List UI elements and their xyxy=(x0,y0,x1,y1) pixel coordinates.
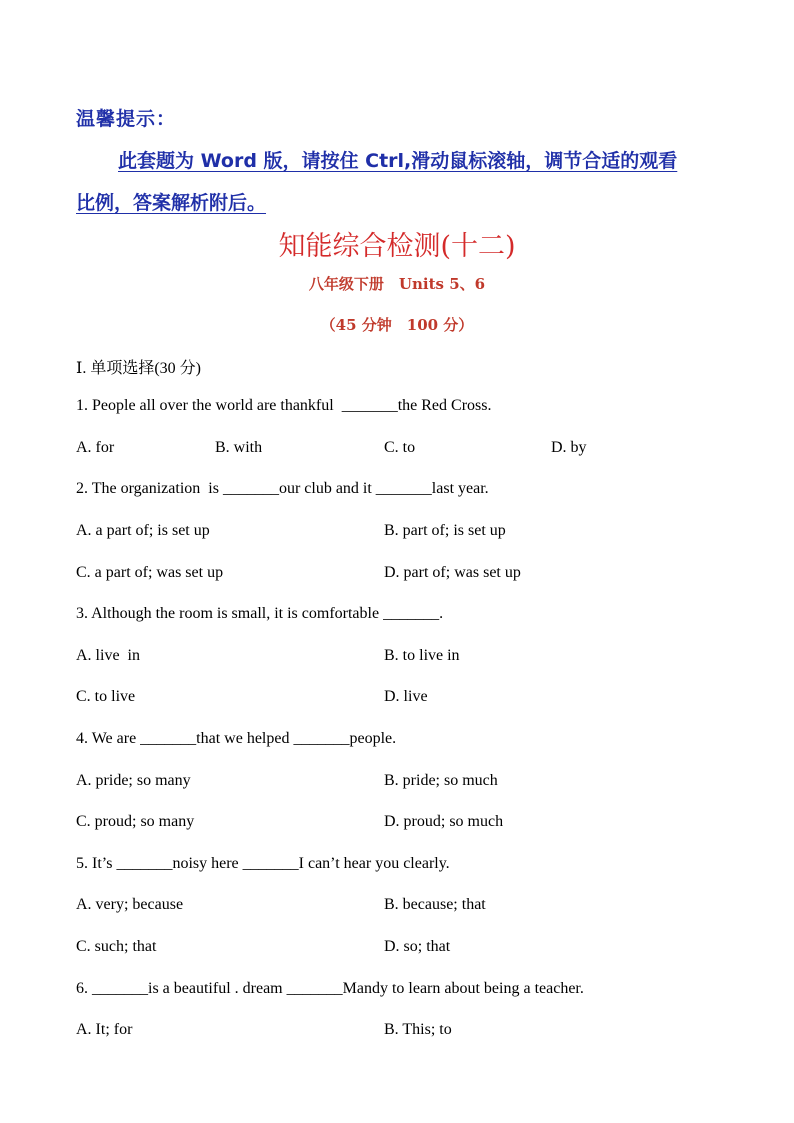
question-1-option-a: A. for xyxy=(76,439,115,456)
question-1-option-b: B. with xyxy=(215,439,263,456)
question-3-option-a: A. live in xyxy=(76,647,140,664)
question-1-stem: 1. People all over the world are thankful _______the Red Cross. xyxy=(76,397,492,414)
question-2-option-a: A. a part of; is set up xyxy=(76,522,210,539)
tip-text-line-1: 此套题为 Word 版，请按住 Ctrl,滑动鼠标滚轴，调节合适的观看 xyxy=(118,150,678,172)
section-heading: Ⅰ. 单项选择(30 分) xyxy=(76,360,201,377)
question-1-option-d: D. by xyxy=(551,439,587,456)
question-5-option-c: C. such; that xyxy=(76,938,157,955)
question-4-option-d: D. proud; so much xyxy=(384,813,504,830)
question-6-option-b: B. This; to xyxy=(384,1021,452,1038)
question-5-option-d: D. so; that xyxy=(384,938,451,955)
question-3-option-c: C. to live xyxy=(76,688,136,705)
question-4-option-b: B. pride; so much xyxy=(384,772,498,789)
grade-units-subtitle: 八年级下册 Units 5、6 xyxy=(308,275,486,293)
question-2-option-d: D. part of; was set up xyxy=(384,564,521,581)
question-2-stem: 2. The organization is _______our club and it _______last year. xyxy=(76,480,489,497)
question-4-stem: 4. We are _______that we helped _______people. xyxy=(76,730,397,747)
question-4-option-c: C. proud; so many xyxy=(76,813,195,830)
question-5-option-a: A. very; because xyxy=(76,896,184,913)
question-3-option-d: D. live xyxy=(384,688,428,705)
time-score-subtitle: （45 分钟 100 分） xyxy=(320,316,474,334)
question-3-option-b: B. to live in xyxy=(384,647,460,664)
tip-heading: 温馨提示： xyxy=(76,108,177,130)
page-title: 知能综合检测(十二) xyxy=(278,231,516,262)
question-5-option-b: B. because; that xyxy=(384,896,486,913)
question-4-option-a: A. pride; so many xyxy=(76,772,191,789)
question-2-option-c: C. a part of; was set up xyxy=(76,564,224,581)
tip-text-line-2: 比例，答案解析附后。 xyxy=(76,192,267,214)
question-1-option-c: C. to xyxy=(384,439,416,456)
question-6-stem: 6. _______is a beautiful . dream _______Mandy to learn about being a teacher. xyxy=(76,980,584,997)
question-6-option-a: A. It; for xyxy=(76,1021,133,1038)
question-3-stem: 3. Although the room is small, it is comfortable _______. xyxy=(76,605,444,622)
question-5-stem: 5. It’s _______noisy here _______I can’t hear you clearly. xyxy=(76,855,450,872)
question-2-option-b: B. part of; is set up xyxy=(384,522,506,539)
